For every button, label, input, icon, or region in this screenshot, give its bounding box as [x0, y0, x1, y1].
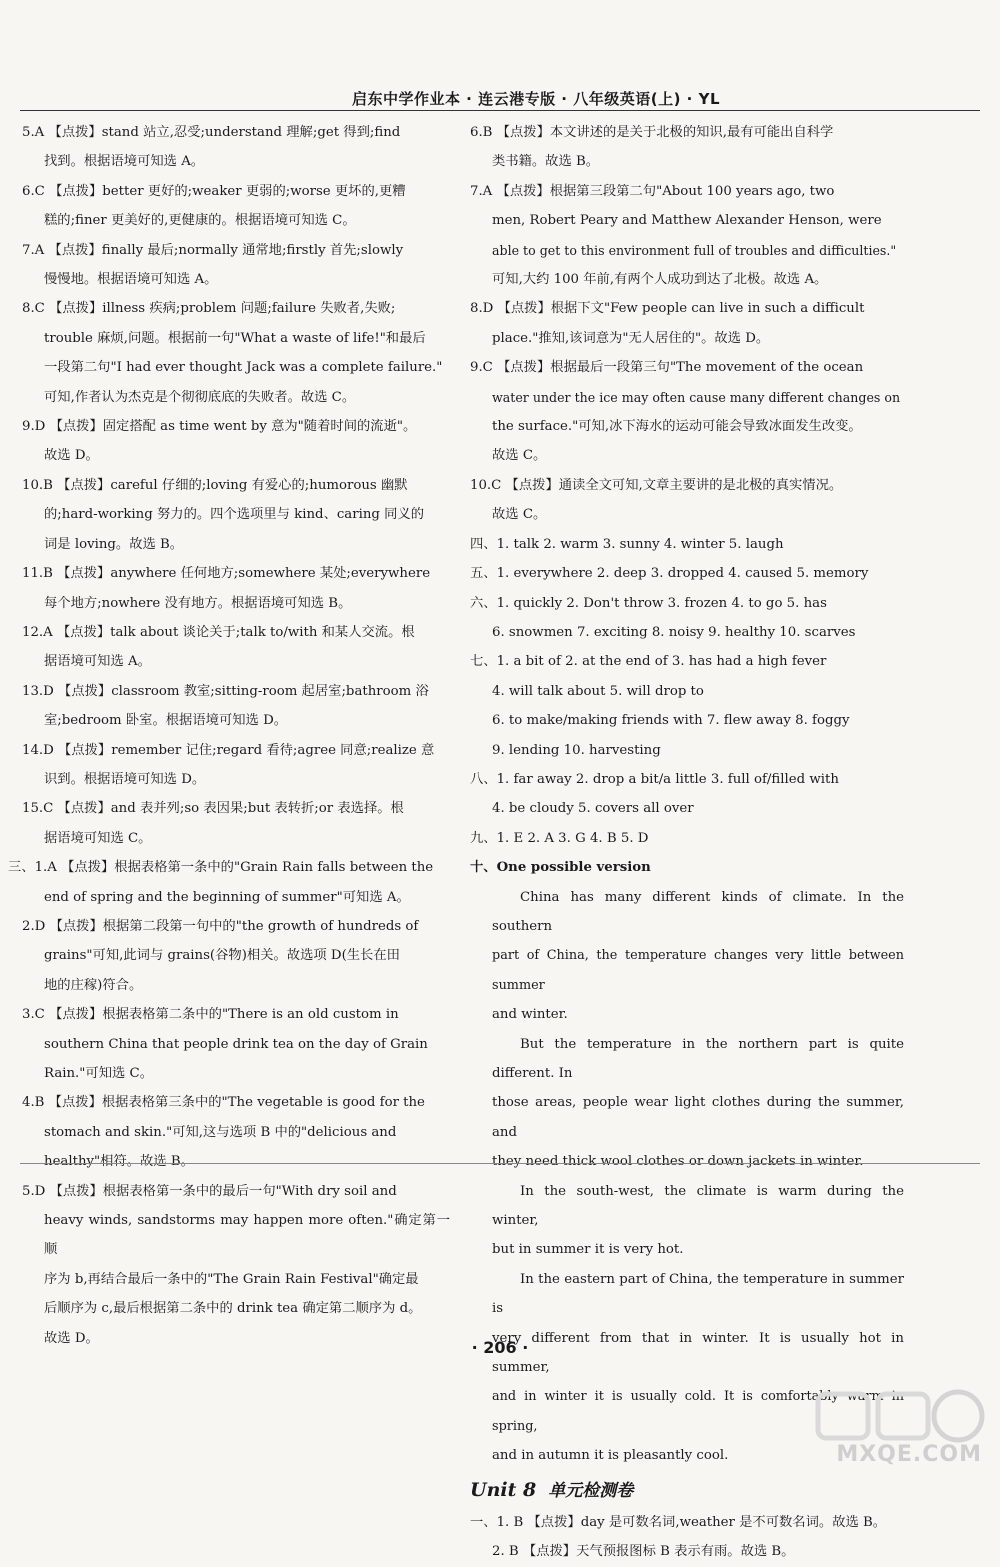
- composition-line: very different from that in winter. It is usually hot in summer,: [492, 1330, 904, 1376]
- answer-line: 三、1.A 【点拨】根据表格第一条中的"Grain Rain falls between the: [8, 860, 434, 876]
- composition-line: But the temperature in the northern part is quite different. In: [492, 1036, 904, 1081]
- composition-line: but in summer it is very hot.: [492, 1242, 684, 1258]
- answer-line: 7.A 【点拨】根据第三段第二句"About 100 years ago, two: [470, 183, 835, 199]
- answer-line: 故选 D。: [44, 448, 99, 464]
- answer-line: 14.D 【点拨】remember 记住;regard 看待;agree 同意;realize 意: [22, 742, 435, 758]
- answer-line: 据语境可知选 C。: [44, 830, 152, 846]
- unit-heading: [470, 1473, 904, 1508]
- answer-line: 6. to make/making friends with 7. flew away 8. foggy: [492, 713, 850, 729]
- answer-line: 每个地方;nowhere 没有地方。根据语境可知选 B。: [44, 595, 352, 611]
- answer-line: 七、1. a bit of 2. at the end of 3. has had a high fever: [470, 654, 827, 670]
- unit-title: 单元检测卷: [548, 1480, 634, 1501]
- answer-line: 故选 C。: [492, 448, 547, 464]
- composition-line: China has many different kinds of climate. In the southern: [492, 889, 904, 934]
- answer-line: 类书籍。故选 B。: [492, 154, 600, 170]
- composition-line: those areas, people wear light clothes during the summer, and: [492, 1095, 904, 1140]
- answer-line: stomach and skin."可知,这与选项 B 中的"delicious and: [44, 1124, 397, 1140]
- answer-line: 可知,大约 100 年前,有两个人成功到达了北极。故选 A。: [492, 272, 828, 288]
- left-column: [8, 118, 450, 1353]
- answer-line: 2. B 【点拨】天气预报图标 B 表示有雨。故选 B。: [492, 1544, 795, 1560]
- answer-line: 4.B 【点拨】根据表格第三条中的"The vegetable is good for the: [22, 1095, 425, 1111]
- answer-line: 序为 b,再结合最后一条中的"The Grain Rain Festival"确定最: [44, 1271, 419, 1287]
- page-number: · 206 ·: [471, 1338, 529, 1357]
- composition-line: and in winter it is usually cold. It is comfortably warm in spring,: [492, 1389, 904, 1434]
- answer-line: 室;bedroom 卧室。根据语境可知选 D。: [44, 713, 288, 729]
- answer-line: end of spring and the beginning of summer"可知选 A。: [44, 889, 410, 905]
- answer-line: 9.C 【点拨】根据最后一段第三句"The movement of the ocean: [470, 360, 864, 376]
- answer-line: place."推知,该词意为"无人居住的"。故选 D。: [492, 330, 770, 346]
- answer-line: 故选 C。: [492, 507, 547, 523]
- answer-line: 9. lending 10. harvesting: [492, 742, 661, 758]
- running-header: 启东中学作业本 · 连云港专版 · 八年级英语(上) · YL: [351, 90, 720, 108]
- answer-line: 2.D 【点拨】根据第二段第一句中的"the growth of hundreds of: [22, 918, 419, 934]
- answer-line: 五、1. everywhere 2. deep 3. dropped 4. caused 5. memory: [470, 566, 869, 582]
- answer-line: 地的庄稼)符合。: [44, 977, 143, 993]
- answer-line: able to get to this environment full of troubles and difficulties.": [492, 242, 897, 258]
- composition-line: In the south-west, the climate is warm during the winter,: [492, 1183, 904, 1229]
- answer-line: 词是 loving。故选 B。: [44, 536, 184, 552]
- answer-line: 找到。根据语境可知选 A。: [44, 154, 205, 170]
- answer-line: 4. will talk about 5. will drop to: [492, 683, 704, 699]
- answer-line: 9.D 【点拨】固定搭配 as time went by 意为"随着时间的流逝"。: [22, 419, 417, 435]
- answer-line: 8.C 【点拨】illness 疾病;problem 问题;failure 失败者,失败;: [22, 301, 396, 317]
- answer-line: 6. snowmen 7. exciting 8. noisy 9. healthy 10. scarves: [492, 624, 856, 640]
- answer-line: the surface."可知,冰下海水的运动可能会导致冰面发生改变。: [492, 419, 862, 435]
- answer-line: 5.D 【点拨】根据表格第一条中的最后一句"With dry soil and: [22, 1183, 397, 1199]
- composition-line: and in autumn it is pleasantly cool.: [492, 1448, 729, 1464]
- composition-line: In the eastern part of China, the temperature in summer is: [492, 1271, 904, 1317]
- answer-line: healthy"相符。故选 B。: [44, 1154, 194, 1170]
- answer-line: 后顺序为 c,最后根据第二条中的 drink tea 确定第二顺序为 d。: [44, 1301, 422, 1317]
- answer-line: 10.B 【点拨】careful 仔细的;loving 有爱心的;humorous 幽默: [22, 477, 408, 493]
- composition-line: they need thick wool clothes or down jackets in winter.: [492, 1154, 864, 1170]
- answer-line: 可知,作者认为杰克是个彻彻底底的失败者。故选 C。: [44, 389, 356, 405]
- answer-line: 3.C 【点拨】根据表格第二条中的"There is an old custom in: [22, 1007, 399, 1023]
- answer-line: 一段第二句"I had ever thought Jack was a complete failure.": [44, 360, 443, 376]
- answer-line: 4. be cloudy 5. covers all over: [492, 801, 694, 817]
- answer-line: 糕的;finer 更美好的,更健康的。根据语境可知选 C。: [44, 213, 356, 229]
- composition-line: part of China, the temperature changes very little between summer: [492, 948, 904, 993]
- composition-heading: 十、One possible version: [470, 860, 651, 876]
- unit-label: Unit 8: [470, 1478, 537, 1501]
- answer-line: 13.D 【点拨】classroom 教室;sitting-room 起居室;bathroom 浴: [22, 683, 429, 699]
- watermark-text: MXQE.COM: [836, 1442, 982, 1467]
- page-fold-line: [20, 1163, 980, 1164]
- answer-line: heavy winds, sandstorms may happen more often."确定第一顺: [44, 1213, 450, 1258]
- header-rule: [20, 110, 980, 111]
- answer-line: 四、1. talk 2. warm 3. sunny 4. winter 5. laugh: [470, 536, 784, 552]
- answer-line: 5.A 【点拨】stand 站立,忍受;understand 理解;get 得到;find: [22, 125, 401, 140]
- answer-line: 六、1. quickly 2. Don't throw 3. frozen 4. to go 5. has: [470, 595, 827, 611]
- answer-line: 一、1. B 【点拨】day 是可数名词,weather 是不可数名词。故选 B。: [470, 1514, 887, 1530]
- answer-line: 6.B 【点拨】本文讲述的是关于北极的知识,最有可能出自科学: [470, 125, 834, 140]
- answer-line: men, Robert Peary and Matthew Alexander Henson, were: [492, 213, 882, 229]
- answer-line: 7.A 【点拨】finally 最后;normally 通常地;firstly 首先;slowly: [22, 242, 404, 258]
- answer-line: 11.B 【点拨】anywhere 任何地方;somewhere 某处;everywhere: [22, 566, 431, 582]
- answer-line: 8.D 【点拨】根据下文"Few people can live in such a difficult: [470, 301, 865, 317]
- answer-line: water under the ice may often cause many different changes on: [492, 389, 901, 405]
- answer-line: trouble 麻烦,问题。根据前一句"What a waste of life!"和最后: [44, 330, 426, 346]
- answer-line: Rain."可知选 C。: [44, 1066, 153, 1081]
- answer-line: 10.C 【点拨】通读全文可知,文章主要讲的是北极的真实情况。: [470, 477, 843, 493]
- answer-line: 据语境可知选 A。: [44, 654, 151, 670]
- answer-line: southern China that people drink tea on the day of Grain: [44, 1036, 428, 1052]
- answer-line: 15.C 【点拨】and 表并列;so 表因果;but 表转折;or 表选择。根: [22, 801, 404, 817]
- answer-line: 慢慢地。根据语境可知选 A。: [44, 272, 218, 288]
- answer-line: 九、1. E 2. A 3. G 4. B 5. D: [470, 830, 649, 846]
- answer-line: 识到。根据语境可知选 D。: [44, 771, 206, 787]
- answer-line: 八、1. far away 2. drop a bit/a little 3. full of/filled with: [470, 771, 839, 787]
- answer-line: 6.C 【点拨】better 更好的;weaker 更弱的;worse 更坏的,更糟: [22, 183, 406, 199]
- answer-line: 故选 D。: [44, 1330, 99, 1346]
- composition-line: and winter.: [492, 1007, 568, 1023]
- answer-line: grains"可知,此词与 grains(谷物)相关。故选项 D(生长在田: [44, 948, 400, 964]
- answer-line: 的;hard-working 努力的。四个选项里与 kind、caring 同义的: [44, 507, 425, 523]
- answer-line: 12.A 【点拨】talk about 谈论关于;talk to/with 和某人交流。根: [22, 624, 415, 640]
